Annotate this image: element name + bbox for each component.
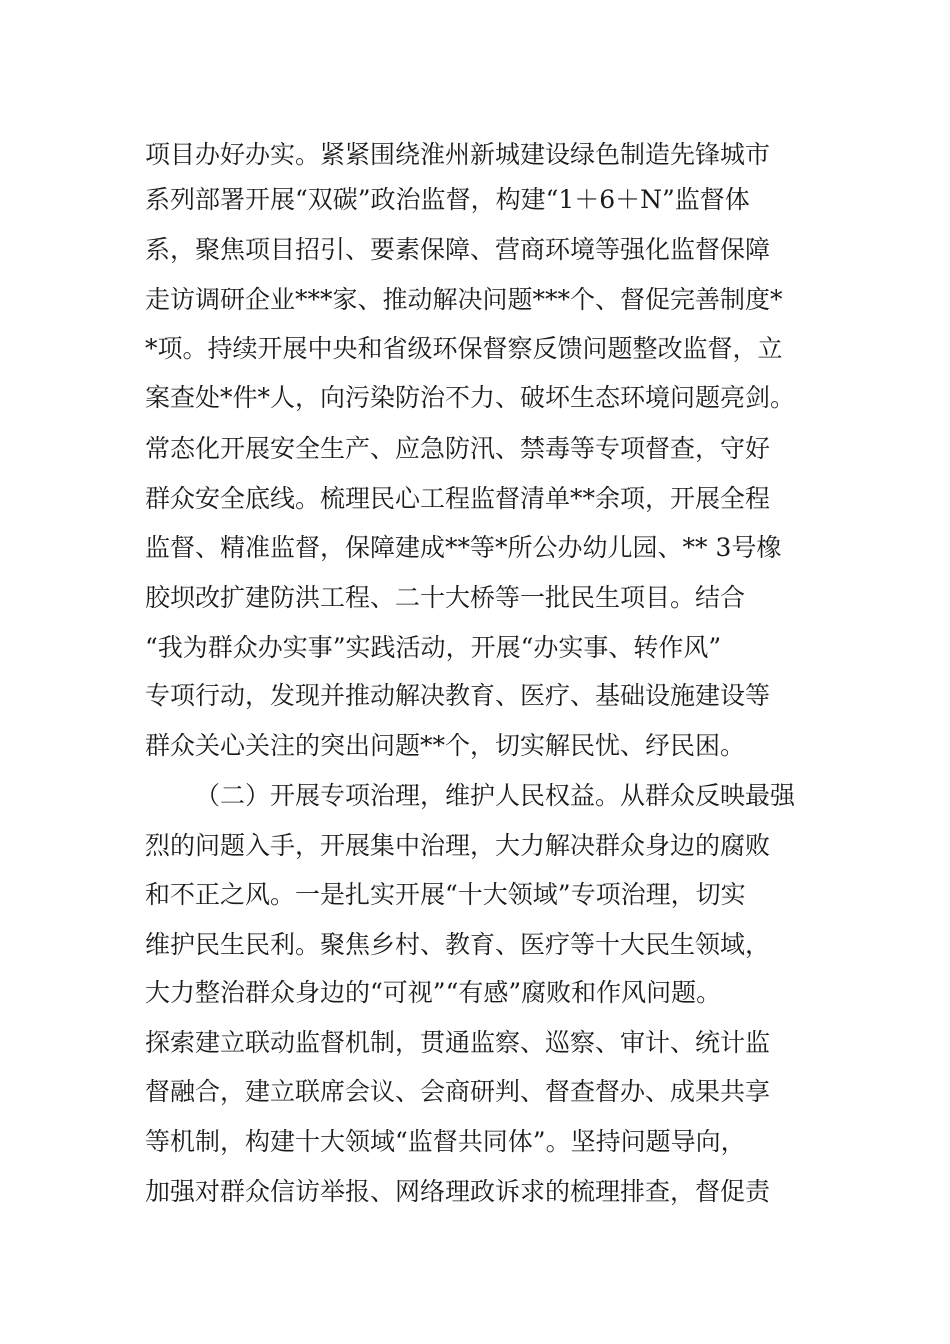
text-line: 等机制，构建十大领域“监督共同体”。坚持问题导向，	[145, 1127, 746, 1156]
text-line: 系，聚焦项目招引、要素保障、营商环境等强化监督保障	[145, 235, 771, 264]
text-line: 专项行动，发现并推动解决教育、医疗、基础设施建设等	[145, 681, 771, 710]
text-line: *项。持续开展中央和省级环保督察反馈问题整改监督，立	[145, 334, 783, 363]
text-line: 胶坝改扩建防洪工程、二十大桥等一批民生项目。结合	[145, 583, 746, 612]
text-line: “我为群众办实事”实践活动，开展“办实事、转作风”	[145, 633, 722, 662]
text-line: 群众安全底线。梳理民心工程监督清单**余项，开展全程	[145, 484, 771, 513]
text-line: 维护民生民利。聚焦乡村、教育、医疗等十大民生领域，	[145, 930, 771, 959]
text-line: 常态化开展安全生产、应急防汛、禁毒等专项督查，守好	[145, 434, 771, 463]
text-line: 群众关心关注的突出问题**个，切实解民忧、纾民困。	[145, 731, 746, 760]
text-line: 系列部署开展“双碳”政治监督，构建“1＋6＋N”监督体	[145, 185, 750, 214]
text-line: 项目办好办实。紧紧围绕淮州新城建设绿色制造先锋城市	[145, 140, 771, 169]
text-line: 大力整治群众身边的“可视”“有感”腐败和作风问题。	[145, 978, 722, 1007]
text-line: 走访调研企业***家、推动解决问题***个、督促完善制度*	[145, 285, 783, 314]
text-line: 加强对群众信访举报、网络理政诉求的梳理排查，督促责	[145, 1177, 771, 1206]
text-line: 探索建立联动监督机制，贯通监察、巡察、审计、统计监	[145, 1028, 771, 1057]
text-line: 督融合，建立联席会议、会商研判、督查督办、成果共享	[145, 1077, 771, 1106]
text-line: 烈的问题入手，开展集中治理，大力解决群众身边的腐败	[145, 831, 771, 860]
section-heading-line: （二）开展专项治理，维护人民权益。从群众反映最强	[195, 781, 796, 810]
text-line: 案查处*件*人，向污染防治不力、破坏生态环境问题亮剑。	[145, 383, 796, 412]
text-line: 监督、精准监督，保障建成**等*所公办幼儿园、** 3号橡	[145, 533, 782, 562]
text-line: 和不正之风。一是扎实开展“十大领域”专项治理，切实	[145, 880, 746, 909]
